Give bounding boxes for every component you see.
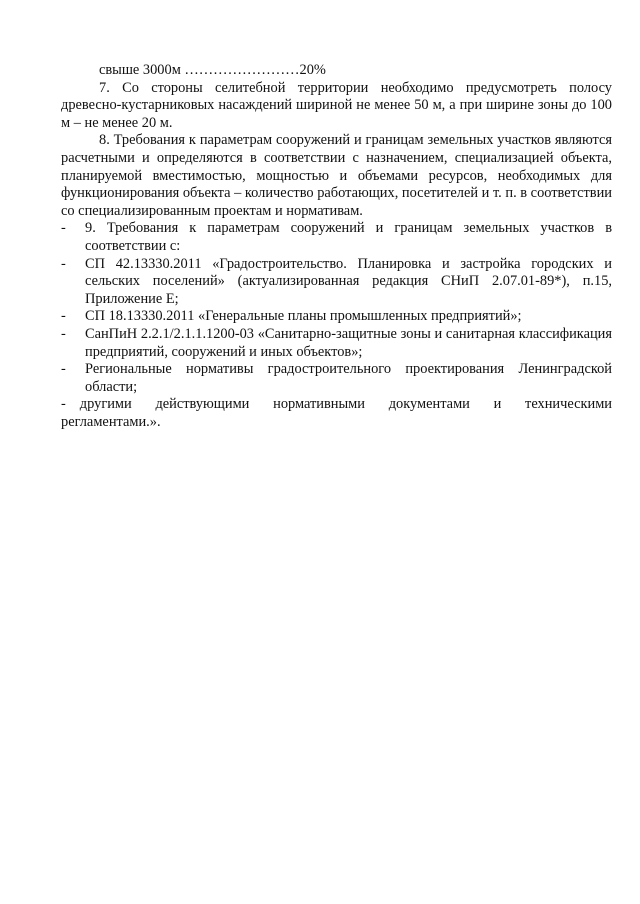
- list-item-sp-18: [61, 308, 612, 326]
- list-dash: -: [61, 361, 66, 378]
- list-item-sp-42: [61, 256, 612, 309]
- paragraph-8: 8. Требования к параметрам сооружений и границам земельных участков являются расчетными и определяются в соответствии с назначением, специализацией объекта, планируемой вместимостью, мощностью и объемами ресурсов, необходимых для функционирования объекта – количество работающих, посетителей и т. п. в соответствии со специализированным проектам и нормативам.: [61, 132, 612, 219]
- document-body: [61, 62, 612, 431]
- list-item-requirements: [61, 220, 612, 255]
- list-dash: -: [61, 220, 66, 237]
- list-item-text: СП 18.13330.2011 «Генеральные планы промышленных предприятий»;: [85, 308, 522, 325]
- list-item-other-documents: [61, 396, 612, 431]
- list-dash: -: [61, 308, 66, 325]
- list-item-text: другими действующими нормативными документами и техническими регламентами.».: [61, 396, 612, 430]
- paragraph-7: 7. Со стороны селитебной территории необходимо предусмотреть полосу древесно-кустарниковых насаждений шириной не менее 50 м, а при ширине зоны до 100 м – не менее 20 м.: [61, 79, 612, 131]
- list-item-text: СП 42.13330.2011 «Градостроительство. Планировка и застройка городских и сельских поселений» (актуализированная редакция СНиП 2.07.01-89*), п.15, Приложение Е;: [85, 255, 612, 307]
- list-item-text: 9. Требования к параметрам сооружений и границам земельных участков в соответствии с:: [85, 220, 612, 254]
- list-dash: -: [61, 325, 66, 342]
- list-dash: -: [61, 396, 66, 413]
- list-item-text: Региональные нормативы градостроительного проектирования Ленинградской области;: [85, 361, 612, 395]
- list-dash: -: [61, 255, 66, 272]
- list-item-sanpin: [61, 326, 612, 361]
- list-item-text: СанПиН 2.2.1/2.1.1.1200-03 «Санитарно-защитные зоны и санитарная классификация предприятий, сооружений и иных объектов»;: [85, 325, 612, 360]
- distance-line: свыше 3000м ……………………20%: [99, 62, 326, 78]
- list-item-regional-norms: [61, 361, 612, 396]
